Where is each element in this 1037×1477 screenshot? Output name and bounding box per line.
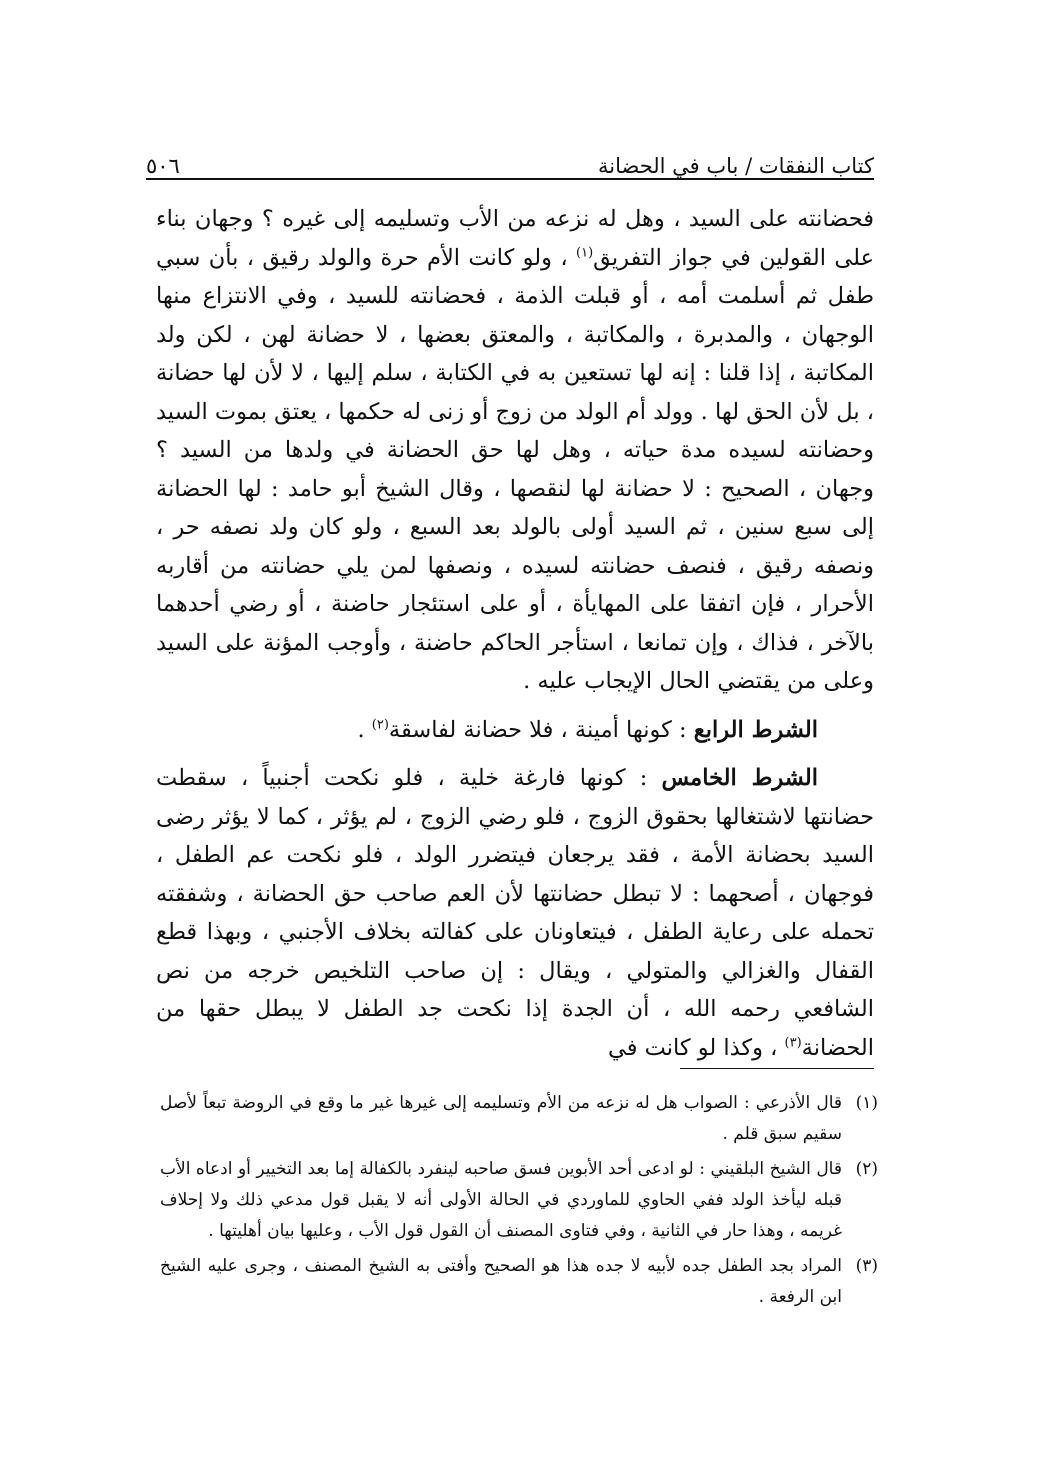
paragraph-text-cont: ، ولو كانت الأم حرة والولد رقيق ، بأن سبي طفل ثم أسلمت أمه ، أو قبلت الذمة ، فحضانته للسيد ، وفي الانتزاع منها الوجهان ، والمدبرة ، والمكاتبة ، والمعتق بعضها ، لا حضانة لهن ، لكن ولد المكاتبة ، إذا قلنا : إنه لها تستعين به في الكتابة ، سلم إليها ، لا لأن لها حضانة ، بل لأن الحق لها . وولد أم الولد من زوج أو زنى له حكمها ، يعتق بموت السيد وحضانته لسيده مدة حياته ، وهل لها حق الحضانة في ولدها من السيد ؟ وجهان ، الصحيح : لا حضانة لها لنقصها ، وقال الشيخ أبو حامد : لها الحضانة إلى سبع سنين ، ثم السيد أولى بالولد بعد السبع ، ولو كان ولد نصفه حر ، ونصفه رقيق ، فنصف حضانته لسيده ، ونصفها لمن يلي حضانته من أقاربه الأحرار ، فإن اتفقا على المهايأة ، أو على استئجار حاضنة ، أو رضي أحدهما بالآخر ، فذاك ، وإن تمانعا ، استأجر الحاكم حاضنة ، وأوجب المؤنة على السيد وعلى من يقتضي الحال الإيجاب عليه .	[156, 244, 874, 694]
footnote-text: قال الشيخ البلقيني : لو ادعى أحد الأبوين فسق صاحبه لينفرد بالكفالة إما بعد التخيير أو ادعاه الأب قبله ليأخذ الولد ففي الحاوي للماوردي في الحالة الأولى أنه لا يقبل قول مدعي ذلك ولا إحلاف غريمه ، وهذا حار في الثانية ، وفي فتاوى المصنف أن القول قول الأب ، وعليها بيان أهليتها .	[160, 1159, 842, 1241]
paragraph-text: فحضانته على السيد ، وهل له نزعه من الأب وتسليمه إلى غيره ؟ وجهان بناء على القولين في جواز التفريق	[156, 206, 874, 271]
paragraph-lead: الشرط الرابع	[693, 716, 818, 743]
paragraph-1	[156, 200, 874, 701]
footnote-1	[160, 1088, 878, 1150]
footnote-number: (١)	[855, 1093, 878, 1113]
footnote-ref-2[interactable]: (٢)	[371, 717, 389, 732]
footnote-ref-1[interactable]: (١)	[576, 245, 594, 260]
paragraph-2	[156, 711, 874, 750]
page-header	[146, 138, 874, 178]
paragraph-text-cont: .	[357, 716, 372, 743]
paragraph-lead: الشرط الخامس	[661, 765, 818, 791]
running-title: كتاب النفقات / باب في الحضانة	[598, 154, 874, 178]
footnote-number: (٢)	[855, 1159, 878, 1179]
paragraph-text-cont: ، وكذا لو كانت في	[607, 1034, 785, 1061]
paragraph-text: : كونها أمينة ، فلا حضانة لفاسقة	[388, 716, 694, 743]
footnote-ref-3[interactable]: (٣)	[784, 1035, 802, 1050]
header-rule	[146, 178, 874, 180]
footnote-text: المراد بجد الطفل جده لأبيه لا جده هذا هو الصحيح وأفتى به الشيخ المصنف ، وجرى عليه الشيخ ابن الرفعة .	[160, 1256, 842, 1307]
footnote-text: قال الأذرعي : الصواب هل له نزعه من الأم وتسليمه إلى غيرها غير ما وقع في الروضة تبعاً لأصل سقيم سبق قلم .	[160, 1093, 842, 1144]
paragraph-3	[156, 759, 874, 1067]
footnotes	[160, 1088, 878, 1317]
footnote-separator	[680, 1068, 874, 1069]
footnote-3	[160, 1251, 878, 1313]
footnote-2	[160, 1154, 878, 1247]
paragraph-text: : كونها فارغة خلية ، فلو نكحت أجنبياً ، سقطت حضانتها لاشتغالها بحقوق الزوج ، فلو رضي الزوج ، لم يؤثر ، كما لا يؤثر رضى السيد بحضانة الأمة ، فقد يرجعان فيتضرر الولد ، فلو نكحت عم الطفل ، فوجهان ، أصحهما : لا تبطل حضانتها لأن العم صاحب حق الحضانة ، وشفقته تحمله على رعاية الطفل ، فيتعاونان على كفالته بخلاف الأجنبي ، وبهذا قطع القفال والغزالي والمتولي ، ويقال : إن صاحب التلخيص خرجه من نص الشافعي رحمه الله ، أن الجدة إذا نكحت جد الطفل لا يبطل حقها من الحضانة	[156, 765, 874, 1061]
footnote-number: (٣)	[855, 1256, 878, 1276]
main-text	[156, 200, 874, 1067]
page-number: ٥٠٦	[146, 154, 180, 178]
